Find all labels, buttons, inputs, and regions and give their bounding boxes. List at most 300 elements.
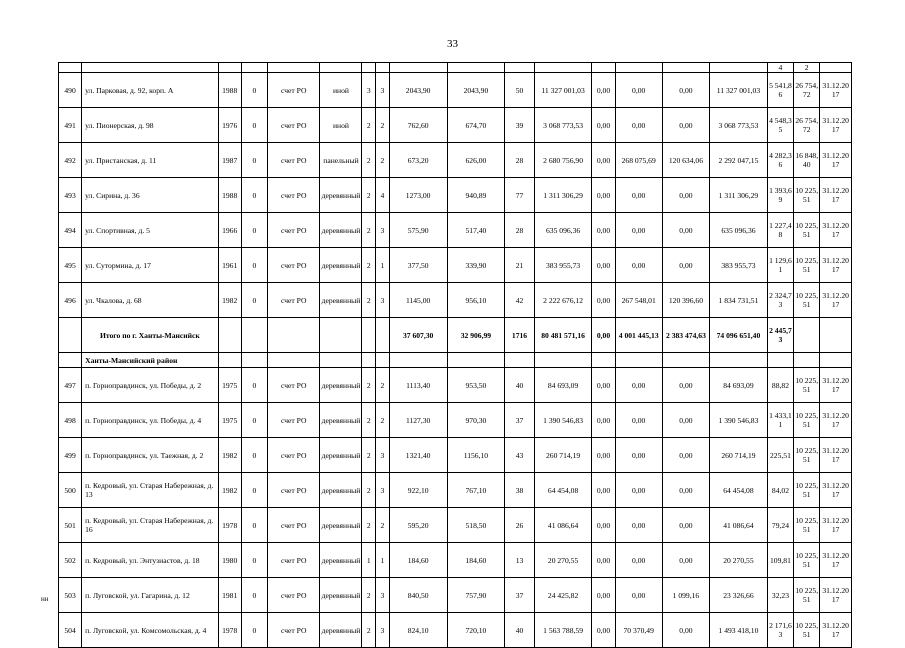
cell-date: 31.12.2017 (820, 213, 852, 248)
section-cell (218, 353, 241, 368)
cell-zero: 0 (241, 178, 267, 213)
cell-c15: 1 834 731,51 (710, 283, 768, 318)
cell-num: 497 (59, 368, 82, 403)
cell-c15: 1 493 418,10 (710, 613, 768, 648)
cell-cost_total: 84 693,09 (534, 368, 592, 403)
cell-date: 31.12.2017 (820, 613, 852, 648)
cell-year: 1982 (218, 438, 241, 473)
cell-year: 1976 (218, 108, 241, 143)
cell-cost_total: 20 270,55 (534, 543, 592, 578)
cell-c17: 10 225,51 (794, 178, 820, 213)
cell-zero: 0 (241, 213, 267, 248)
section-cell (59, 353, 82, 368)
cell-area2: 517,40 (447, 213, 505, 248)
cell-floors: 2 (362, 178, 376, 213)
cell-entr: 1 (376, 248, 390, 283)
cell-cost_total: 2 222 676,12 (534, 283, 592, 318)
total-year (218, 318, 241, 353)
cell-c13: 0,00 (615, 403, 662, 438)
cell-zero: 0 (241, 143, 267, 178)
cell-people: 77 (505, 178, 534, 213)
cell-num: 492 (59, 143, 82, 178)
cell-area2: 757,90 (447, 578, 505, 613)
cell-c14: 0,00 (662, 178, 709, 213)
cell-addr: п. Кедровый, ул. Старая Набережная, д. 13 (82, 473, 219, 508)
cell-c16: 225,51 (767, 438, 793, 473)
section-cell (710, 353, 768, 368)
cell-area1: 377,50 (389, 248, 447, 283)
cell-c15: 64 454,08 (710, 473, 768, 508)
cell-mat: деревянный (320, 613, 362, 648)
cell-date: 31.12.2017 (820, 108, 852, 143)
cell-mat: деревянный (320, 283, 362, 318)
cell-c17: 16 848,40 (794, 143, 820, 178)
cell-area2: 940,89 (447, 178, 505, 213)
cell-addr: п. Горноправдинск, ул. Победы, д. 2 (82, 368, 219, 403)
section-cell (662, 353, 709, 368)
carry-over-c16: 4 (767, 63, 793, 73)
cell-entr: 3 (376, 473, 390, 508)
cell-fund: счет РО (267, 473, 320, 508)
cell-entr: 2 (376, 143, 390, 178)
cell-floors: 2 (362, 578, 376, 613)
cell-date: 31.12.2017 (820, 283, 852, 318)
cell-c15: 3 068 773,53 (710, 108, 768, 143)
cell-people: 38 (505, 473, 534, 508)
cell-zero: 0 (241, 73, 267, 108)
cell-c17: 10 225,51 (794, 508, 820, 543)
cell-people: 43 (505, 438, 534, 473)
cell-people: 28 (505, 213, 534, 248)
cell-floors: 2 (362, 473, 376, 508)
cell-people: 26 (505, 508, 534, 543)
cell-floors: 2 (362, 108, 376, 143)
total-area2: 32 906,99 (447, 318, 505, 353)
cell-entr: 1 (376, 543, 390, 578)
cell-num: 502 (59, 543, 82, 578)
cell-zero: 0 (241, 578, 267, 613)
cell-c16: 1 393,69 (767, 178, 793, 213)
cell-floors: 1 (362, 543, 376, 578)
cell-c16: 79,24 (767, 508, 793, 543)
cell-c16: 2 324,73 (767, 283, 793, 318)
total-label: Итого по г. Ханты-Мансийск (82, 318, 219, 353)
cell-entr: 3 (376, 578, 390, 613)
carry-over-c17: 2 (794, 63, 820, 73)
cell-c17: 10 225,51 (794, 368, 820, 403)
cell-mat: деревянный (320, 213, 362, 248)
cell-date: 31.12.2017 (820, 248, 852, 283)
cell-year: 1982 (218, 473, 241, 508)
cell-c12: 0,00 (592, 143, 615, 178)
cell-year: 1988 (218, 73, 241, 108)
cell-addr: п. Луговской, ул. Комсомольская, д. 4 (82, 613, 219, 648)
cell-c16: 32,23 (767, 578, 793, 613)
cell-c12: 0,00 (592, 178, 615, 213)
cell-addr: п. Горноправдинск, ул. Победы, д. 4 (82, 403, 219, 438)
cell-year: 1980 (218, 543, 241, 578)
cell-people: 37 (505, 578, 534, 613)
cell-area1: 1321,40 (389, 438, 447, 473)
cell-c13: 0,00 (615, 73, 662, 108)
cell-c13: 0,00 (615, 178, 662, 213)
section-title: Ханты-Мансийский район (82, 353, 219, 368)
cell-cost_total: 3 068 773,53 (534, 108, 592, 143)
cell-zero: 0 (241, 368, 267, 403)
cell-area1: 595,20 (389, 508, 447, 543)
cell-c13: 0,00 (615, 248, 662, 283)
cell-entr: 4 (376, 178, 390, 213)
cell-entr: 2 (376, 108, 390, 143)
cell-c17: 10 225,51 (794, 403, 820, 438)
cell-date: 31.12.2017 (820, 403, 852, 438)
table-row (59, 613, 852, 648)
cell-num: 494 (59, 213, 82, 248)
cell-c15: 84 693,09 (710, 368, 768, 403)
total-date (820, 318, 852, 353)
cell-floors: 2 (362, 213, 376, 248)
cell-people: 40 (505, 368, 534, 403)
cell-year: 1978 (218, 508, 241, 543)
table-row (59, 213, 852, 248)
table-row (59, 473, 852, 508)
cell-c13: 0,00 (615, 473, 662, 508)
table-body (59, 63, 852, 648)
cell-area1: 1145,00 (389, 283, 447, 318)
cell-num: 490 (59, 73, 82, 108)
cell-mat: деревянный (320, 578, 362, 613)
cell-date: 31.12.2017 (820, 438, 852, 473)
total-c15: 74 096 651,40 (710, 318, 768, 353)
cell-area1: 824,10 (389, 613, 447, 648)
total-c14: 2 383 474,63 (662, 318, 709, 353)
cell-mat: деревянный (320, 403, 362, 438)
section-cell (615, 353, 662, 368)
table-row (59, 438, 852, 473)
cell-people: 42 (505, 283, 534, 318)
cell-c17: 10 225,51 (794, 578, 820, 613)
cell-addr: ул. Сирина, д. 36 (82, 178, 219, 213)
cell-year: 1982 (218, 283, 241, 318)
cell-entr: 2 (376, 508, 390, 543)
cell-cost_total: 1 311 306,29 (534, 178, 592, 213)
cell-cost_total: 41 086,64 (534, 508, 592, 543)
cell-c14: 0,00 (662, 613, 709, 648)
table-row (59, 368, 852, 403)
cell-area1: 1127,30 (389, 403, 447, 438)
section-cell (447, 353, 505, 368)
total-area1: 37 607,30 (389, 318, 447, 353)
cell-fund: счет РО (267, 543, 320, 578)
section-row (59, 353, 852, 368)
cell-area2: 339,90 (447, 248, 505, 283)
cell-c16: 84,02 (767, 473, 793, 508)
cell-num: 501 (59, 508, 82, 543)
section-cell (320, 353, 362, 368)
cell-c14: 0,00 (662, 108, 709, 143)
page-number: 33 (447, 38, 458, 50)
cell-c15: 2 292 047,15 (710, 143, 768, 178)
cell-date: 31.12.2017 (820, 143, 852, 178)
cell-fund: счет РО (267, 143, 320, 178)
cell-area2: 767,10 (447, 473, 505, 508)
cell-addr: ул. Пионерская, д. 98 (82, 108, 219, 143)
cell-area1: 840,50 (389, 578, 447, 613)
cell-area2: 184,60 (447, 543, 505, 578)
cell-area1: 1273,00 (389, 178, 447, 213)
table-row (59, 143, 852, 178)
total-num (59, 318, 82, 353)
cell-fund: счет РО (267, 368, 320, 403)
cell-num: 496 (59, 283, 82, 318)
cell-area2: 1156,10 (447, 438, 505, 473)
cell-c17: 10 225,51 (794, 438, 820, 473)
total-fund (267, 318, 320, 353)
cell-floors: 2 (362, 368, 376, 403)
cell-num: 503 (59, 578, 82, 613)
cell-fund: счет РО (267, 283, 320, 318)
cell-addr: п. Кедровый, ул. Энтузиастов, д. 18 (82, 543, 219, 578)
cell-date: 31.12.2017 (820, 508, 852, 543)
cell-c13: 0,00 (615, 438, 662, 473)
cell-zero: 0 (241, 543, 267, 578)
cell-cost_total: 11 327 001,03 (534, 73, 592, 108)
cell-c15: 41 086,64 (710, 508, 768, 543)
cell-num: 491 (59, 108, 82, 143)
cell-date: 31.12.2017 (820, 543, 852, 578)
cell-entr: 3 (376, 73, 390, 108)
cell-c13: 268 075,69 (615, 143, 662, 178)
cell-c12: 0,00 (592, 438, 615, 473)
cell-c17: 10 225,51 (794, 473, 820, 508)
total-entr (376, 318, 390, 353)
cell-area1: 922,10 (389, 473, 447, 508)
cell-c13: 0,00 (615, 213, 662, 248)
cell-area1: 2043,90 (389, 73, 447, 108)
cell-people: 13 (505, 543, 534, 578)
section-cell (592, 353, 615, 368)
total-c13: 4 001 445,13 (615, 318, 662, 353)
cell-mat: панельный (320, 143, 362, 178)
cell-c16: 2 171,63 (767, 613, 793, 648)
total-c12: 0,00 (592, 318, 615, 353)
cell-entr: 2 (376, 403, 390, 438)
cell-addr: ул. Сутормина, д. 17 (82, 248, 219, 283)
cell-floors: 2 (362, 283, 376, 318)
cell-addr: п. Горноправдинск, ул. Таежная, д. 2 (82, 438, 219, 473)
cell-addr: ул. Пристанская, д. 11 (82, 143, 219, 178)
total-c16: 2 445,73 (767, 318, 793, 353)
cell-c17: 10 225,51 (794, 543, 820, 578)
cell-c12: 0,00 (592, 283, 615, 318)
section-cell (241, 353, 267, 368)
table-row (59, 178, 852, 213)
cell-num: 500 (59, 473, 82, 508)
cell-area1: 1113,40 (389, 368, 447, 403)
total-floors (362, 318, 376, 353)
cell-addr: п. Луговской, ул. Гагарина, д. 12 (82, 578, 219, 613)
cell-fund: счет РО (267, 438, 320, 473)
cell-floors: 2 (362, 508, 376, 543)
cell-c17: 10 225,51 (794, 213, 820, 248)
cell-zero: 0 (241, 438, 267, 473)
cell-num: 504 (59, 613, 82, 648)
cell-c14: 0,00 (662, 473, 709, 508)
cell-year: 1961 (218, 248, 241, 283)
cell-c12: 0,00 (592, 403, 615, 438)
cell-num: 498 (59, 403, 82, 438)
table-row (59, 73, 852, 108)
total-cost_total: 80 481 571,16 (534, 318, 592, 353)
cell-c16: 1 227,48 (767, 213, 793, 248)
cell-c15: 1 390 546,83 (710, 403, 768, 438)
cell-c14: 0,00 (662, 248, 709, 283)
cell-area2: 626,00 (447, 143, 505, 178)
cell-c14: 0,00 (662, 403, 709, 438)
cell-area1: 184,60 (389, 543, 447, 578)
cell-year: 1978 (218, 613, 241, 648)
cell-year: 1981 (218, 578, 241, 613)
cell-c12: 0,00 (592, 213, 615, 248)
cell-area2: 956,10 (447, 283, 505, 318)
table-row (59, 543, 852, 578)
cell-year: 1975 (218, 403, 241, 438)
cell-floors: 2 (362, 438, 376, 473)
cell-c12: 0,00 (592, 108, 615, 143)
cell-c14: 0,00 (662, 438, 709, 473)
section-cell (534, 353, 592, 368)
cell-floors: 3 (362, 73, 376, 108)
total-people: 1716 (505, 318, 534, 353)
cell-floors: 2 (362, 248, 376, 283)
cell-date: 31.12.2017 (820, 578, 852, 613)
cell-c12: 0,00 (592, 543, 615, 578)
cell-c12: 0,00 (592, 578, 615, 613)
section-cell (505, 353, 534, 368)
cell-c12: 0,00 (592, 73, 615, 108)
cell-people: 40 (505, 613, 534, 648)
cell-c14: 0,00 (662, 368, 709, 403)
cell-entr: 3 (376, 283, 390, 318)
cell-c15: 1 311 306,29 (710, 178, 768, 213)
cell-area2: 674,70 (447, 108, 505, 143)
total-row (59, 318, 852, 353)
cell-c16: 109,81 (767, 543, 793, 578)
cell-date: 31.12.2017 (820, 73, 852, 108)
cell-area2: 2043,90 (447, 73, 505, 108)
cell-c14: 0,00 (662, 73, 709, 108)
cell-c16: 88,82 (767, 368, 793, 403)
cell-c17: 26 754,72 (794, 73, 820, 108)
cell-cost_total: 1 390 546,83 (534, 403, 592, 438)
cell-c17: 26 754,72 (794, 108, 820, 143)
cell-fund: счет РО (267, 213, 320, 248)
cell-fund: счет РО (267, 248, 320, 283)
cell-mat: иной (320, 108, 362, 143)
cell-cost_total: 2 680 756,90 (534, 143, 592, 178)
cell-c17: 10 225,51 (794, 283, 820, 318)
cell-people: 21 (505, 248, 534, 283)
cell-c16: 4 548,35 (767, 108, 793, 143)
cell-c15: 20 270,55 (710, 543, 768, 578)
cell-zero: 0 (241, 403, 267, 438)
section-cell (820, 353, 852, 368)
cell-floors: 2 (362, 403, 376, 438)
cell-mat: деревянный (320, 178, 362, 213)
cell-addr: ул. Чкалова, д. 68 (82, 283, 219, 318)
table-row (59, 108, 852, 143)
cell-c12: 0,00 (592, 368, 615, 403)
cell-zero: 0 (241, 108, 267, 143)
section-cell (389, 353, 447, 368)
table-row (59, 508, 852, 543)
cell-mat: деревянный (320, 473, 362, 508)
cell-zero: 0 (241, 283, 267, 318)
cell-cost_total: 24 425,82 (534, 578, 592, 613)
cell-c16: 4 282,36 (767, 143, 793, 178)
cell-c14: 120 634,06 (662, 143, 709, 178)
cell-num: 493 (59, 178, 82, 213)
cell-c14: 120 396,60 (662, 283, 709, 318)
cell-date: 31.12.2017 (820, 473, 852, 508)
cell-zero: 0 (241, 508, 267, 543)
cell-area2: 953,50 (447, 368, 505, 403)
cell-cost_total: 260 714,19 (534, 438, 592, 473)
cell-mat: деревянный (320, 438, 362, 473)
cell-entr: 3 (376, 213, 390, 248)
cell-floors: 2 (362, 143, 376, 178)
cell-mat: иной (320, 73, 362, 108)
cell-zero: 0 (241, 473, 267, 508)
cell-c15: 11 327 001,03 (710, 73, 768, 108)
cell-people: 50 (505, 73, 534, 108)
cell-addr: ул. Спортивная, д. 5 (82, 213, 219, 248)
cell-cost_total: 383 955,73 (534, 248, 592, 283)
cell-c13: 0,00 (615, 578, 662, 613)
cell-area2: 518,50 (447, 508, 505, 543)
table-row (59, 578, 852, 613)
cell-fund: счет РО (267, 73, 320, 108)
cell-c12: 0,00 (592, 473, 615, 508)
cell-area2: 720,10 (447, 613, 505, 648)
cell-area1: 673,20 (389, 143, 447, 178)
section-cell (362, 353, 376, 368)
cell-mat: деревянный (320, 508, 362, 543)
total-c17 (794, 318, 820, 353)
cell-c14: 0,00 (662, 543, 709, 578)
cell-c14: 0,00 (662, 213, 709, 248)
cell-zero: 0 (241, 248, 267, 283)
cell-cost_total: 1 563 788,59 (534, 613, 592, 648)
cell-people: 37 (505, 403, 534, 438)
total-zero (241, 318, 267, 353)
cell-c15: 260 714,19 (710, 438, 768, 473)
cell-c14: 0,00 (662, 508, 709, 543)
cell-zero: 0 (241, 613, 267, 648)
table-row (59, 248, 852, 283)
cell-fund: счет РО (267, 508, 320, 543)
cell-floors: 2 (362, 613, 376, 648)
cell-entr: 3 (376, 438, 390, 473)
cell-year: 1966 (218, 213, 241, 248)
cell-num: 499 (59, 438, 82, 473)
cell-fund: счет РО (267, 613, 320, 648)
cell-c12: 0,00 (592, 613, 615, 648)
footer-mark: нн (41, 595, 49, 603)
cell-date: 31.12.2017 (820, 368, 852, 403)
cell-year: 1987 (218, 143, 241, 178)
cell-c15: 635 096,36 (710, 213, 768, 248)
